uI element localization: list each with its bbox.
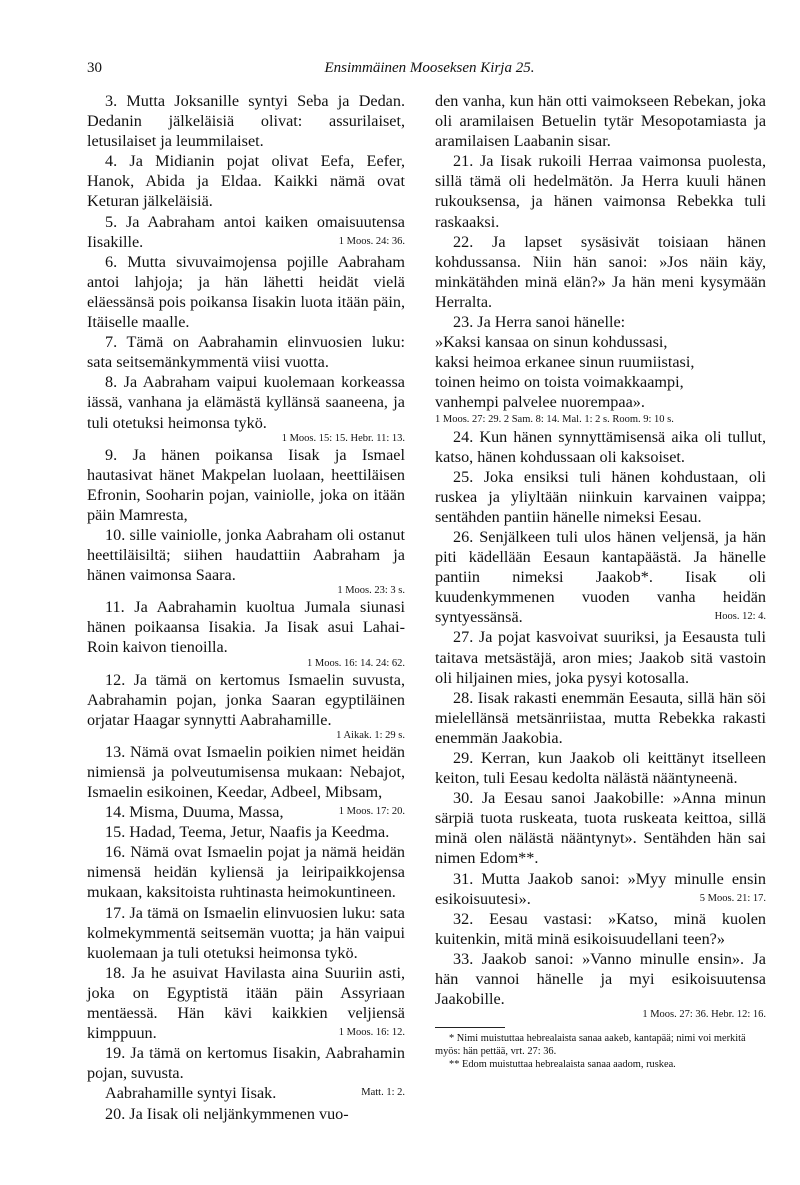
verse-26-text: 26. Senjälkeen tuli ulos hänen veljensä, ja hän piti kädellään Eesaun kantapäästä. Ja hänelle pantiin nimeksi Jaakob*. Iisak oli kuudenkymmenen vuoden vanha heidän syntyessänsä.: [435, 527, 766, 627]
verse-30: 30. Ja Eesau sanoi Jaakobille: »Anna minun särpiä tuota ruskeata, tuota ruskeata keittoa, sillä minä olen nälästä nääntynyt». Sentähden hän sai nimen Edom**.: [435, 789, 766, 868]
verse-12: 12. Ja tämä on kertomus Ismaelin suvusta, Aabrahamin pojan, jonka Saaran egyptiläinen orjatar Haagar synnytti Aabrahamille.: [87, 670, 405, 729]
verse-14: 14. Misma, Duuma, Massa,: [105, 803, 284, 822]
verse-25: 25. Joka ensiksi tuli hänen kohdustaan, oli ruskea ja yliyltään niinkuin karvainen vaippa; sentähden pantiin hänelle nimeksi Eesau.: [435, 467, 766, 526]
verse-32: 32. Eesau vastasi: »Katso, minä kuolen kuitenkin, mitä minä esikoisuudellani teen?»: [435, 909, 766, 948]
verse-10: 10. sille vainiolle, jonka Aabraham oli ostanut heettiläisiltä; siihen haudattiin Aabraham ja hänen vaimonsa Saara.: [87, 525, 405, 585]
verse-27: 27. Ja pojat kasvoivat suuriksi, ja Eesausta tuli taitava metsästäjä, aron mies; Jaakob sitä vastoin oli hiljainen mies, joka pysyi kotosalla.: [435, 628, 766, 687]
verse-29: 29. Kerran, kun Jaakob oli keittänyt itselleen keiton, tuli Eesau kedolta nälästä nääntyneenä.: [435, 749, 766, 788]
verse-18-text: 18. Ja he asuivat Havilasta aina Suuriin asti, joka on Egyptistä itään päin Assyriaan mentäessä. Hän kävi kaikkien veljiensä kimppuun.: [87, 963, 405, 1043]
verse-18: [87, 963, 405, 1043]
verse-33-reference: 1 Moos. 27: 36. Hebr. 12: 16.: [642, 1009, 766, 1021]
verse-10-reference: 1 Moos. 23: 3 s.: [337, 585, 405, 597]
verse-19-reference: Matt. 1: 2.: [361, 1087, 405, 1099]
verse-28: 28. Iisak rakasti enemmän Eesauta, sillä hän söi mielellänsä metsänriistaa, mutta Rebekka rakasti enemmän Jaakobia.: [435, 688, 766, 747]
verse-15: 15. Hadad, Teema, Jetur, Naafis ja Keedma.: [105, 823, 390, 842]
poem-line-3: toinen heimo on toista voimakkaampi,: [435, 373, 684, 392]
verse-5-reference: 1 Moos. 24: 36.: [338, 235, 405, 247]
poem-line-4: vanhempi palvelee nuorempaa».: [435, 393, 645, 412]
verse-11: 11. Ja Aabrahamin kuoltua Jumala siunasi hänen poikaansa Iisakia. Ja Iisak asui Lahai-Roin kaivon tienoilla.: [87, 598, 405, 657]
verse-19b: [87, 1083, 405, 1103]
verse-8-reference: 1 Moos. 15: 15. Hebr. 11: 13.: [281, 432, 405, 444]
verse-31-reference: 5 Moos. 21: 17.: [699, 892, 766, 904]
running-title: Ensimmäinen Mooseksen Kirja 25.: [324, 60, 535, 76]
verse-26-reference: Hoos. 12: 4.: [714, 611, 766, 623]
verse-20: 20. Ja Iisak oli neljänkymmenen vuo-: [105, 1104, 349, 1123]
page-header: [87, 60, 772, 82]
poem-line-1: »Kaksi kansaa on sinun kohdussasi,: [435, 333, 668, 352]
poem-line-2: kaksi heimoa erkanee sinun ruumiistasi,: [435, 353, 695, 372]
verse-6: 6. Mutta sivuvaimojensa pojille Aabraham antoi lahjoja; ja hän lähetti heidät vielä eläessänsä pois poikansa Iisakin luota itään päin, Itäiselle maalle.: [87, 252, 405, 332]
verse-26: [435, 527, 766, 627]
verse-21: 21. Ja Iisak rukoili Herraa vaimonsa puolesta, sillä tämä oli hedelmätön. Ja Herra kuuli hänen rukouksensa, ja hänen vaimonsa Rebekka tuli raskaaksi.: [435, 152, 766, 231]
verse-23: 23. Ja Herra sanoi hänelle:: [453, 313, 626, 332]
verse-31: [435, 869, 766, 909]
verse-13-text: 13. Nämä ovat Ismaelin poikien nimet heidän nimiensä ja polveutumisensa mukaan: Nebajot, Ismaelin esikoinen, Keedar, Adbeel, Mibsam,: [87, 742, 405, 801]
verse-9: 9. Ja hänen poikansa Iisak ja Ismael hautasivat hänet Makpelan luolaan, heettiläisen Efronin, Sooharin pojan, vainiolle, joka on itään päin Mamresta,: [87, 445, 405, 524]
verse-24: 24. Kun hänen synnyttämisensä aika oli tullut, katso, hänen kohdussaan oli kaksoiset.: [435, 427, 766, 466]
verse-31-text: 31. Mutta Jaakob sanoi: »Myy minulle ensin esikoisuutesi».: [435, 869, 766, 908]
verse-19: 19. Ja tämä on kertomus Iisakin, Aabrahamin pojan, suvusta.: [87, 1044, 405, 1083]
verse-8: 8. Ja Aabraham vaipui kuolemaan korkeassa iässä, vanhana ja elämästä kyllänsä saaneena, ja tuli otetuksi heimonsa tykö.: [87, 373, 405, 432]
right-column: [435, 91, 766, 1071]
footnote-1: * Nimi muistuttaa hebrealaista sanaa aakeb, kantapää; nimi voi merkitä myös: hän pettää, vrt. 27: 36.: [435, 1033, 746, 1058]
verse-20-continued: den vanha, kun hän otti vaimokseen Rebekan, joka oli aramilaisen Betuelin tytär Mesopotamiasta ja aramilaisen Laabanin sisar.: [435, 92, 766, 151]
verse-3: 3. Mutta Joksanille syntyi Seba ja Dedan. Dedanin jälkeläisiä olivat: assurilaiset, letusilaiset ja leummilaiset.: [87, 92, 405, 151]
verse-4: 4. Ja Midianin pojat olivat Eefa, Eefer, Hanok, Abida ja Eldaa. Kaikki nämä ovat Keturan jälkeläisiä.: [87, 152, 405, 211]
verse-33: 33. Jaakob sanoi: »Vanno minulle ensin». Ja hän vannoi hänelle ja myi esikoisuutensa Jaakobille.: [435, 949, 766, 1009]
verse-18-reference: 1 Moos. 16: 12.: [338, 1027, 405, 1039]
verse-19b-text: Aabrahamille syntyi Iisak.: [105, 1084, 277, 1103]
page-number: 30: [87, 60, 102, 76]
verse-11-reference: 1 Moos. 16: 14. 24: 62.: [306, 657, 405, 669]
verse-12-reference: 1 Aikak. 1: 29 s.: [336, 729, 405, 741]
verse-22: 22. Ja lapset sysäsivät toisiaan hänen kohdussansa. Niin hän sanoi: »Jos näin käy, minkätähden minä elän?» Ja hän meni kysymään Herralta.: [435, 232, 766, 311]
verse-5: [87, 212, 405, 252]
verse-5-text: 5. Ja Aabraham antoi kaiken omaisuutensa Iisakille.: [87, 212, 405, 251]
verse-17: 17. Ja tämä on Ismaelin elinvuosien luku: sata kolmekymmentä seitsemän vuotta; ja hän vaipui kuolemaan ja tuli otetuksi heimonsa tykö.: [87, 903, 405, 962]
verse-7: 7. Tämä on Aabrahamin elinvuosien luku: sata seitsemänkymmentä viisi vuotta.: [87, 333, 405, 372]
footnote-2: ** Edom muistuttaa hebrealaista sanaa aadom, ruskea.: [449, 1059, 676, 1071]
left-column: [87, 91, 405, 1124]
verse-16: 16. Nämä ovat Ismaelin pojat ja nämä heidän nimensä heidän kyliensä ja leiripaikkojensa mukaan, kaksitoista ruhtinasta heimokuntineen.: [87, 843, 405, 902]
verse-13-reference: 1 Moos. 17: 20.: [338, 806, 405, 818]
footnote-divider: [435, 1027, 505, 1028]
verse-23-reference: 1 Moos. 27: 29. 2 Sam. 8: 14. Mal. 1: 2 s. Room. 9: 10 s.: [435, 413, 674, 425]
